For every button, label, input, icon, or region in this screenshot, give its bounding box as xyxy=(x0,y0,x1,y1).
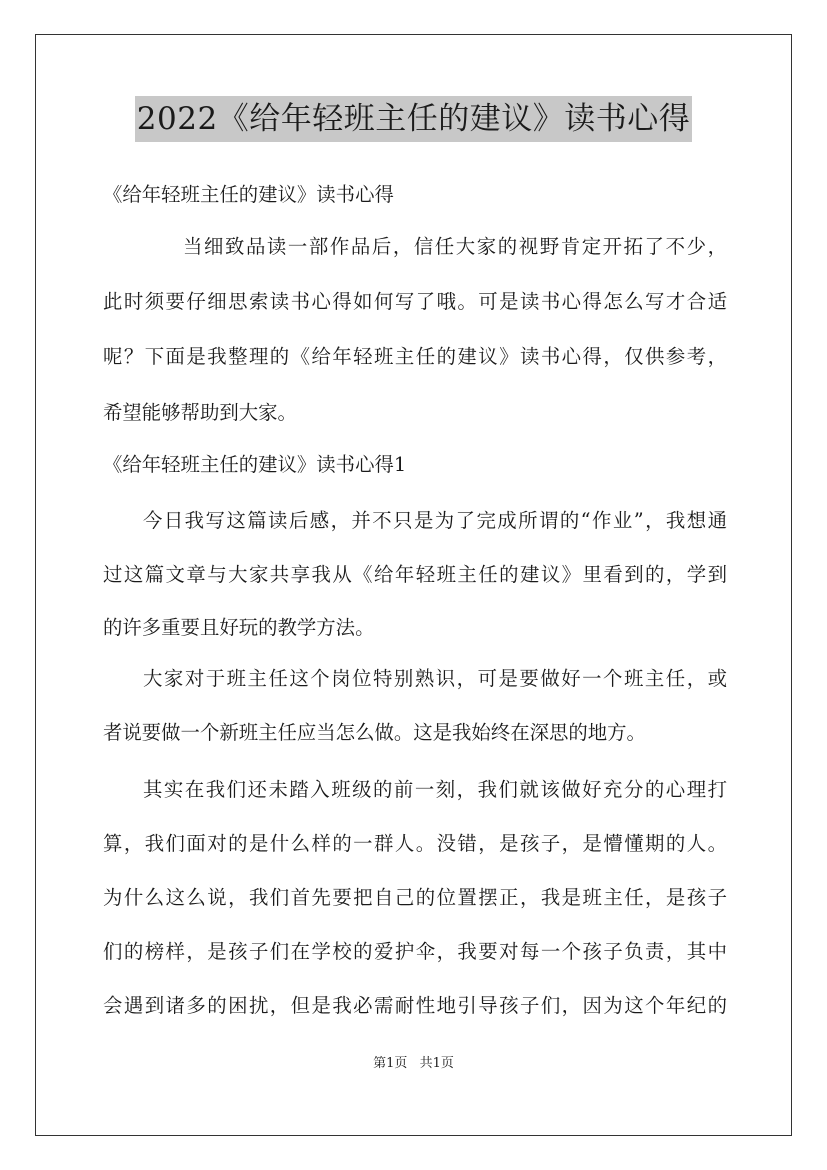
text-line: 呢？下面是我整理的《给年轻班主任的建议》读书心得，仅供参考， xyxy=(103,345,727,368)
text-line: 者说要做一个新班主任应当怎么做。这是我始终在深思的地方。 xyxy=(103,721,646,744)
text-line: 今日我写这篇读后感，并不只是为了完成所谓的“作业”，我想通 xyxy=(143,509,727,532)
text-line: 《给年轻班主任的建议》读书心得1 xyxy=(103,453,407,476)
document-title: 2022《给年轻班主任的建议》读书心得 xyxy=(135,96,692,142)
page-total: 共1页 xyxy=(419,1056,454,1071)
text-line: 《给年轻班主任的建议》读书心得 xyxy=(103,183,394,206)
page-number: 第1页 xyxy=(373,1056,408,1071)
text-line: 会遇到诸多的困扰，但是我必需耐性地引导孩子们，因为这个年纪的 xyxy=(103,994,727,1017)
text-line: 的许多重要且好玩的教学方法。 xyxy=(103,616,375,639)
text-line: 此时须要仔细思索读书心得如何写了哦。可是读书心得怎么写才合适 xyxy=(103,290,727,313)
text-line: 其实在我们还未踏入班级的前一刻，我们就该做好充分的心理打 xyxy=(143,778,727,801)
text-line: 当细致品读一部作品后，信任大家的视野肯定开拓了不少， xyxy=(183,235,727,258)
text-line: 为什么这么说，我们首先要把自己的位置摆正，我是班主任，是孩子 xyxy=(103,886,727,909)
text-line: 们的榜样，是孩子们在学校的爱护伞，我要对每一个孩子负责，其中 xyxy=(103,940,727,963)
page-footer xyxy=(0,1055,827,1073)
text-line: 希望能够帮助到大家。 xyxy=(103,401,297,424)
text-line: 大家对于班主任这个岗位特别熟识，可是要做好一个班主任，或 xyxy=(143,667,727,690)
text-line: 算，我们面对的是什么样的一群人。没错，是孩子，是懵懂期的人。 xyxy=(103,832,727,855)
text-line: 过这篇文章与大家共享我从《给年轻班主任的建议》里看到的，学到 xyxy=(103,563,727,586)
title-container xyxy=(0,96,827,142)
